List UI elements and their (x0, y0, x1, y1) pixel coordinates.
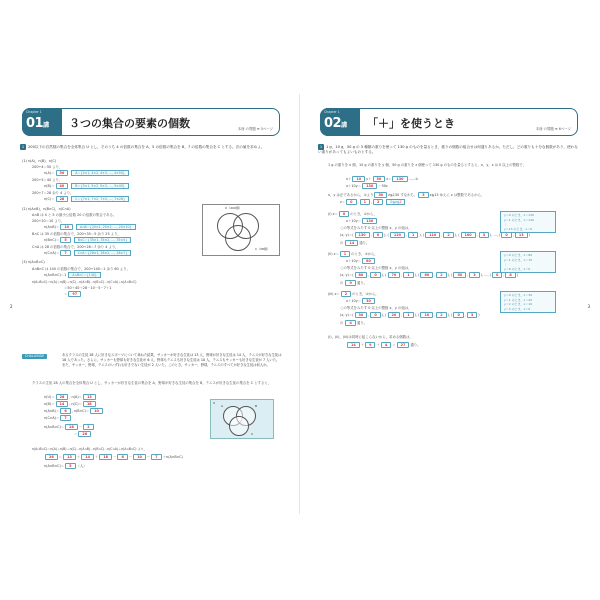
case-heading (328, 251, 378, 257)
equation: n(A)＝ (44, 171, 55, 175)
challenge-solution: クラスの生徒 28 人の集合を全体集合 U とし，サッカーが好きな生徒の集合を A，野球が好きな生徒の集合を B，テニスが好きな生徒の集合を C とすると， (32, 381, 272, 385)
case-label: (iii) (328, 292, 334, 296)
solution-line (328, 192, 484, 198)
answer-box: 3 (469, 272, 479, 278)
right-page (300, 94, 596, 514)
venn-b-label: B (255, 404, 258, 408)
equation: n(A∪B∪C)＝ (44, 425, 65, 429)
pairs-row: (x, y)＝( 30 , 0 ), ( 20 , 1 ), ( 10 , 2 ), ( 0 , 3 ) (340, 313, 480, 318)
term: z＝ (333, 252, 339, 256)
note-box: A∩B＝{20×1, 20×2, …, 20×10} (76, 224, 136, 230)
solution-line: 200÷5＝40 より， (32, 178, 63, 182)
note-box: B＝{5×1, 5×2, 5×3, …, 5×40} (71, 183, 129, 189)
equation-2 (346, 183, 388, 189)
unit: （人） (76, 464, 87, 468)
answer-box: 14 (81, 454, 94, 460)
unit: 通り。 (356, 281, 367, 285)
challenge-text: あるクラスの生徒 28 人に好きなスポーツについて尋ねた結果，サッカーが好きな生徒は 13 人，野球が好きな生徒は 14 人，テニスが好きな生徒は 18 人であった。さらに，サッカーも野球も好きな生徒が 6 人，野球もテニスも好きな生徒は 10 人，テニスもサッカーも好きな生徒が 7 人いた。また，サッカー，野球，テニスのいずれも好きでない生徒が 2 人いた。このとき，サッカー，野球，テニスのすべてが好きな生徒は何人か。 (62, 353, 282, 367)
answer-box: 2 (436, 312, 446, 318)
answer-box: 70 (388, 272, 401, 278)
equation: ＝ (64, 292, 68, 296)
unit: 通り。 (356, 321, 367, 325)
solution-line: A∩B は 4 と 5 の最小公倍数 20 の倍数の集合である。 (32, 213, 117, 217)
answer-box: 0 (370, 312, 380, 318)
answer-box: 1 (403, 312, 413, 318)
answer-box: 110 (425, 232, 440, 238)
answer-row (44, 250, 131, 256)
answer-box: 3 (467, 312, 477, 318)
answer-box: 0 (453, 312, 463, 318)
equation: n(A∩B)＝ (44, 225, 60, 229)
chapter-suffix: 講 (341, 122, 347, 129)
equation-tail: ＋n(A∩B∩C) (162, 455, 183, 459)
answer-box: 0 (370, 272, 380, 278)
problem-statement (318, 144, 580, 156)
problem-statement (20, 144, 282, 150)
answer-box: 13 (63, 454, 76, 460)
left-page (4, 94, 300, 514)
term: z＝ (386, 177, 392, 181)
answer-box: 130 (362, 183, 377, 189)
chapter-number-text: 02 (324, 116, 342, 131)
case-equation (346, 298, 376, 304)
answer-box: 2 (373, 199, 383, 205)
answer-box: 0 (346, 199, 356, 205)
answer-row (44, 224, 136, 230)
equation: n(A∩B∩C)＝1 (44, 273, 67, 277)
answer-box: 14 (56, 401, 69, 407)
equation: n(C∩A)＝ (44, 251, 60, 255)
term: y＋ (366, 177, 372, 181)
operator: － (78, 425, 83, 429)
note-box (386, 199, 405, 205)
term: －50z (378, 184, 388, 188)
answer-box: 80 (355, 272, 368, 278)
answer-box: 1 (403, 272, 413, 278)
answer-row (44, 424, 95, 430)
chapter-badge (320, 108, 360, 136)
answer-row (74, 431, 92, 437)
case-equation (346, 218, 378, 224)
answer-box: 1 (408, 232, 418, 238)
final-text: (i)，(ii)，(iii)は同時に起こらないから，求める個数は， (328, 335, 413, 339)
answer-box: 6 (117, 454, 127, 460)
note-box: C∩A＝{28×1, 28×2, …, 28×7} (74, 250, 132, 256)
venn-u-label: U (213, 401, 216, 405)
equation: n(B)＝ (44, 184, 55, 188)
solution-line: この等式をみたす 0 以上の整数 x，y の組は， (340, 306, 412, 310)
answer-box: 60 (420, 272, 433, 278)
answer-box: 2 (341, 291, 351, 297)
term: x＋10y＝ (346, 259, 362, 263)
solution-line: 200÷20＝10 より， (32, 219, 65, 223)
answer-box: 9 (365, 342, 375, 348)
chapter-title: 「＋」を使うとき (367, 117, 455, 130)
part-2-heading (22, 206, 71, 211)
answer-box: 26 (45, 454, 58, 460)
solution-line: C∩A は 28 の倍数の集合で，200÷28＝7 余り 4 より， (32, 245, 119, 249)
case-count: の 14 通り。 (340, 241, 370, 246)
solution-line: n(A∪B∪C)＝n(A)＋n(B)＋n(C)－n(A∩B)－n(B∩C)－n(C∩A)＋n(A∩B∩C) (32, 280, 137, 284)
unit: 通り。 (410, 343, 421, 347)
note-text: 0≦z≦ (390, 200, 400, 205)
answer-row (44, 415, 72, 421)
answer-box: 0 (501, 232, 511, 238)
equation-1 (346, 176, 418, 182)
chapter-number-text: 01 (26, 116, 44, 131)
venn-universal-label: U（200個） (225, 206, 242, 210)
answer-box: 120 (390, 232, 405, 238)
chapter-header (22, 108, 280, 136)
term: x＋10y＝ (346, 219, 362, 223)
answer-box: 7 (60, 250, 70, 256)
answer-box: 2 (443, 232, 453, 238)
chapter-badge (22, 108, 62, 136)
answer-box: 7 (60, 415, 70, 421)
answer-box: 18 (99, 454, 112, 460)
book-spread (4, 94, 596, 514)
z-values-row: z＝ 0 , 1 , 2 0≦z≦2 (340, 199, 405, 205)
solution-line: n(A∪B∪C)＝n(A)＋n(B)＋n(C)－n(A∩B)－n(B∩C)－n(C∩A)＋n(A∩B∩C) より， (32, 447, 147, 451)
answer-box: 5 (60, 237, 70, 243)
answer-box: 97 (68, 291, 81, 297)
solution-line: この等式をみたす 0 以上の整数 x，y の組は， (340, 266, 412, 270)
term: (x, y)＝ (340, 233, 353, 237)
text: のとき，①から， (352, 292, 379, 296)
answer-box: 30 (355, 312, 368, 318)
answer-box: 6 (60, 408, 70, 414)
equation: n(B∩C)＝ (73, 409, 90, 413)
part-label: (2) (22, 207, 27, 211)
note-box: A∩B∩C＝{140} (68, 272, 101, 278)
text: z≦130 すなわち， (388, 193, 418, 197)
answer-box: 2 (436, 272, 446, 278)
term: (x, y)＝ (340, 273, 353, 277)
chapter-suffix: 講 (43, 122, 49, 129)
note-box: A＝{4×1, 4×2, 4×3, …, 4×50} (71, 170, 129, 176)
case-label: (i) (328, 212, 332, 216)
answer-box: 40 (56, 183, 69, 189)
chapter-label: Chapter 1 (26, 110, 42, 114)
answer-box: 30 (362, 298, 375, 304)
answer-box: 50 (373, 176, 386, 182)
answer-row (44, 183, 129, 189)
answer-box: 0 (373, 232, 383, 238)
answer-box: 28 (56, 196, 69, 202)
answer-box: 10 (60, 224, 73, 230)
venn-c-label: C (251, 432, 254, 436)
term: (x, y)＝ (340, 313, 353, 317)
page-number: 2 (10, 304, 13, 309)
answer-row (44, 463, 87, 469)
answer-row (44, 170, 129, 176)
note-box: C＝{7×1, 7×2, 7×3, …, 7×28} (71, 196, 129, 202)
text: のとき，①から， (350, 212, 377, 216)
note-box: B∩C＝{35×1, 35×2, …, 35×5} (74, 237, 132, 243)
answer-box: 14 (345, 240, 358, 246)
case-count: の 4 通り。 (340, 321, 367, 326)
final-answer-box: 27 (397, 342, 410, 348)
part-label: (3) (22, 260, 27, 264)
answer-box: 8 (505, 272, 515, 278)
venn-circle-c (225, 225, 251, 251)
case-heading (328, 291, 379, 297)
solution-line: B∩C は 35 の倍数の集合で，200÷35＝5 余り 25 より， (32, 232, 121, 236)
final-answer-row: 14 ＋ 9 ＋ 4 ＝ 27 通り。 (346, 342, 421, 348)
answer-row: n(U)＝ 28 , n(A)＝ 13 (44, 394, 97, 400)
solution-line: 200÷7＝28 余り 4 より， (32, 191, 74, 195)
equation: n(C)＝ (71, 402, 82, 406)
venn-diagram (202, 204, 280, 256)
answer-box: 26 (78, 431, 91, 437)
answer-box: 9 (345, 280, 355, 286)
answer-box: 4 (345, 320, 355, 326)
challenge-badge: CHALLENGE (22, 354, 47, 359)
equation: n(A∩B∩C)＝ (44, 464, 65, 468)
answer-box: 5 (65, 463, 75, 469)
chapter-header (320, 108, 578, 136)
answer-row (44, 237, 131, 243)
answer-box: 130 (392, 176, 407, 182)
answer-box: 130 (355, 232, 370, 238)
challenge-venn-diagram (210, 399, 274, 439)
pairs-row: (x, y)＝( 130 , 0 ), ( 120 , 1 ), ( 110 , 2 ), ( 100 , 3 ), …, ( 0 , 13 ) (340, 233, 530, 238)
part-question: n(A∩B)，n(B∩C)，n(C∩A) (27, 207, 71, 211)
part-1-heading (22, 158, 56, 163)
term: z＝ (340, 200, 346, 204)
answer-box: 1 (340, 251, 350, 257)
answer-box: 3 (479, 232, 489, 238)
venn-circle-c (229, 416, 249, 436)
answer-box: 10 (352, 176, 365, 182)
chapter-number (324, 116, 347, 131)
page-number: 3 (587, 304, 590, 309)
answer-box: 18 (83, 401, 96, 407)
equation: n(A∩B)＝ (44, 409, 60, 413)
answer-box: 28 (56, 394, 69, 400)
part-question: n(A)，n(B)，n(C) (27, 159, 57, 163)
note-value: 2 (399, 200, 402, 205)
answer-box: 100 (461, 232, 476, 238)
case-label: (ii) (328, 252, 333, 256)
chapter-number (26, 116, 49, 131)
solution-intro: 1 g の重りを x 個，10 g の重りを y 個，50 g の重りを z 個使って 130 g のものを量るとすると，x，y，z は 0 以上の整数で， (328, 163, 526, 167)
equation: n(C∩A)＝ (44, 416, 60, 420)
venn-c-label: C（28個） (255, 247, 270, 251)
problem-text: 1 g，10 g，50 g の 3 種類の重りを使って 130 g のものを量るとき，重りの個数の組合せは何通りあるか。ただし，どの重りも十分な個数があり，使わない重りがあってもよいものとする。 (318, 145, 578, 155)
answer-box: 80 (362, 258, 375, 264)
part-3-heading (22, 260, 45, 264)
answer-box: 5 (418, 192, 428, 198)
problem-number: 1 (319, 145, 323, 149)
pairs-row: (x, y)＝( 80 , 0 ), ( 70 , 1 ), ( 60 , 2 ), ( 50 , 3 ), …, ( 0 , 8 ) (340, 273, 519, 278)
chapter-reference: 本冊 の問題 ➡ 6ページ (535, 127, 571, 131)
venn-a-label: A (221, 404, 224, 408)
answer-box: 13 (83, 394, 96, 400)
solution-line: この等式をみたす 0 以上の整数 x，y の組は， (340, 226, 412, 230)
case-count: の 9 通り。 (340, 281, 367, 286)
case-note: y＝0 のとき，x＝30 y＝1 のとき，x＝20 y＝2 のとき，x＝10 y＝3 のとき，x＝0 (500, 291, 556, 313)
equation: n(U)＝ (44, 395, 55, 399)
equation: ＝ (74, 432, 78, 436)
answer-box: 10 (90, 408, 103, 414)
equation: n(A)＝ (71, 395, 83, 399)
solution-line: 200÷4＝50 より， (32, 165, 63, 169)
term: x＋ (346, 177, 352, 181)
problem-text: 200以下の自然数の集合を全体集合 U とし，そのうち 4 の倍数の集合を A，5 の倍数の集合を B，7 の倍数の集合を C とする。次の値を求めよ。 (28, 145, 265, 149)
answer-box: 14 (347, 342, 360, 348)
answer-box: 2 (83, 424, 93, 430)
answer-box: 50 (453, 272, 466, 278)
answer-box: 7 (151, 454, 161, 460)
term: z＝ (334, 292, 340, 296)
part-label: (1) (22, 159, 27, 163)
answer-box: 0 (492, 272, 502, 278)
text: z≦13 ゆえに z は整数であるから， (429, 193, 485, 197)
answer-box: 10 (133, 454, 146, 460)
case-equation (346, 258, 376, 264)
problem-number: 1 (21, 145, 25, 149)
part-question: n(A∪B∪C) (27, 260, 45, 264)
equation: n(B∩C)＝ (44, 238, 60, 242)
case-note: y＝0 のとき，x＝130 y＝1 のとき，x＝120 ⋮ y＝13 のとき，x＝0 (500, 211, 556, 233)
text: のとき，①から， (351, 252, 378, 256)
term: x＋10y＝ (346, 184, 362, 188)
equation: n(C)＝ (44, 197, 55, 201)
answer-row: n(A∩B)＝ 6 , n(B∩C)＝ 10 (44, 408, 104, 414)
chapter-label: Chapter 1 (324, 110, 340, 114)
answer-box: 13 (515, 232, 528, 238)
answer-row (44, 272, 101, 278)
answer-box: 28 (65, 424, 78, 430)
answer-box: 130 (362, 218, 377, 224)
answer-box: 50 (56, 170, 69, 176)
chapter-title: ３つの集合の要素の個数 (69, 117, 190, 130)
unit: 通り。 (359, 241, 370, 245)
answer-box: 20 (388, 312, 401, 318)
term: x＋10y＝ (346, 299, 362, 303)
case-note: y＝0 のとき，x＝80 y＝1 のとき，x＝70 ⋮ y＝8 のとき，x＝0 (500, 251, 556, 273)
case-heading (328, 211, 377, 217)
answer-row: n(B)＝ 14 , n(C)＝ 18 (44, 401, 97, 407)
solution-line: ＝50＋40＋28－10－5－7＋1 (64, 286, 112, 290)
answer-box: 0 (339, 211, 349, 217)
answer-row (64, 291, 82, 297)
answer-box: 50 (374, 192, 387, 198)
text: x，y は正であるから，①より (328, 193, 374, 197)
answer-row: 26 ＝ 13 ＋ 14 ＋ 18 － 6 － 10 － 7 ＋n(A∩B∩C) (44, 454, 183, 460)
term: ……① (408, 177, 419, 181)
answer-box: 1 (360, 199, 370, 205)
solution-line: A∩B∩C は 140 の倍数の集合で，200÷140＝1 余り 60 より， (32, 267, 130, 271)
chapter-reference: 本冊 の問題 ➡ 5ページ (237, 127, 273, 131)
equation: n(B)＝ (44, 402, 55, 406)
term: z＝ (332, 212, 338, 216)
answer-box: 4 (381, 342, 391, 348)
answer-box: 10 (420, 312, 433, 318)
answer-row (44, 196, 129, 202)
